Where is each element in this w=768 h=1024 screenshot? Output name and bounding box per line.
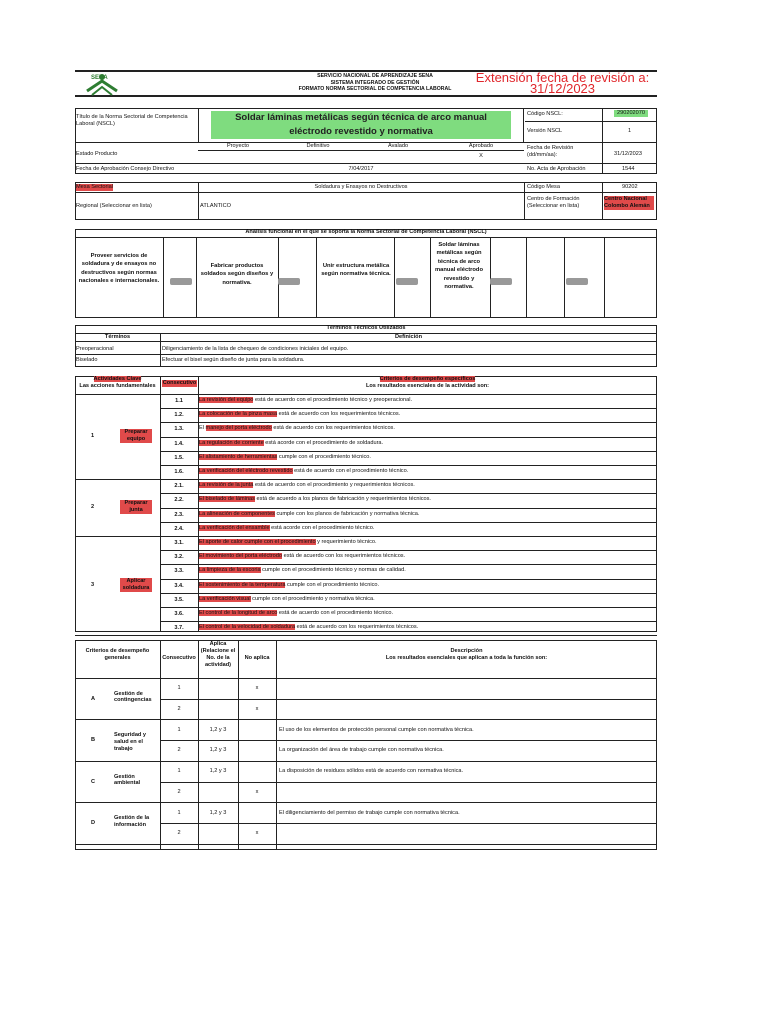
act-criterion	[199, 482, 654, 489]
regional-value: ATLANTICO	[200, 203, 231, 209]
gen-applies: 1,2 y 3	[209, 768, 227, 774]
gen-applies: 1,2 y 3	[209, 809, 227, 816]
gen-consec: 2	[177, 705, 181, 712]
crit-highlight: El control de la velocidad de soldadura	[199, 624, 296, 631]
act-value: 1544	[622, 166, 635, 172]
crit-highlight: La verificación del eléctrodo revestido	[199, 468, 293, 474]
functional-box-1: Proveer servicios de soldadura y de ensayos no destructivos según normas nacionales e internacionales.	[78, 253, 160, 285]
gen-name: Gestión de contingencias	[114, 690, 152, 704]
gen-letter: B	[91, 737, 96, 743]
act-consec: 3.4.	[174, 582, 184, 589]
state-label: Estado Producto	[76, 151, 118, 157]
crit-rest: está de acuerdo con el procedimiento técnico.	[292, 468, 409, 474]
regional-label: Regional (Seleccionar en lista)	[76, 203, 152, 209]
gen-consec: 1	[177, 685, 181, 691]
system-name: SISTEMA INTEGRADO DE GESTIÓN	[330, 79, 420, 86]
act-consec: 3.5.	[174, 596, 184, 603]
gen-name: Gestión de la información	[114, 815, 150, 828]
act-consec: 3.7.	[174, 625, 184, 632]
term-1: Preoperacional	[76, 346, 114, 352]
crit-highlight: La revisión del equipo	[199, 397, 254, 403]
arrow-icon	[170, 278, 192, 285]
state-mark: X	[479, 153, 483, 159]
crit-highlight: La limpieza de la escoria	[199, 567, 261, 574]
crit-rest: cumple con el procedimiento técnico.	[277, 453, 371, 460]
act-consec: 1.4.	[174, 440, 184, 447]
functional-box-4: Soldar láminas metálicas según técnica de arco manual eléctrodo revestido y normativa.	[435, 242, 483, 290]
version-label: Versión NSCL	[527, 128, 563, 134]
arrow-icon	[278, 278, 300, 285]
activity-name: Preparar equipo	[120, 429, 152, 443]
act-criterion	[199, 582, 654, 589]
act-consec: 1.6.	[174, 469, 184, 475]
header-block	[75, 70, 657, 97]
act-label: No. Acta de Aprobación	[527, 166, 586, 172]
gen-not-applies: x	[255, 685, 259, 691]
crit-rest: está de acuerdo con los requerimientos técnicos.	[277, 411, 401, 418]
state-avalado: Avalado	[387, 143, 409, 149]
crit-highlight: El movimiento del porta eléctrodo	[199, 553, 283, 560]
act-col-consec: Consecutivo	[162, 380, 197, 386]
act-consec: 3.2.	[174, 554, 184, 561]
gen-description: El diligenciamiento del permiso de trabajo cumple con normativa técnica.	[279, 809, 460, 816]
extension-title: Extensión fecha de revisión a:	[475, 70, 650, 85]
act-criterion	[199, 496, 654, 503]
crit-highlight: La colocación de la pinza masa	[199, 411, 278, 418]
gen-not-applies: x	[255, 830, 259, 836]
term-2: Biselado	[76, 357, 98, 363]
version-value: 1	[628, 128, 632, 134]
crit-rest: cumple con los planos de fabricación y normativa técnica.	[274, 510, 420, 517]
crit-highlight: La regulación de corriente	[199, 439, 264, 446]
act-consec: 3.3.	[174, 568, 184, 575]
act-col-criteria-sub: Los resultados esenciales de la actividad son:	[365, 382, 490, 389]
crit-rest: está acorde con el procedimiento de soldadura.	[263, 439, 384, 446]
act-criterion	[199, 525, 654, 532]
gen-consec: 2	[177, 747, 181, 753]
format-name: FORMATO NORMA SECTORIAL DE COMPETENCIA LABORAL	[298, 86, 452, 92]
mesa-label: Mesa Sectorial	[76, 184, 113, 190]
general-table	[75, 640, 657, 850]
crit-rest: está de acuerdo con los requerimientos técnicos.	[282, 553, 406, 560]
functional-title: Análisis funcional en el que se soporta la Norma Sectorial de Competencia Laboral (NSCL)	[245, 229, 487, 235]
gen-description: La disposición de residuos sólidos está de acuerdo con normativa técnica.	[279, 768, 464, 774]
gen-not-applies: x	[255, 788, 259, 795]
act-consec: 2.2.	[174, 497, 184, 504]
gen-col-applies: Aplica (Relacione el No. de la actividad)	[200, 641, 236, 668]
crit-highlight: El alistamiento de herramientas	[199, 453, 278, 460]
code-value: 290202070	[614, 110, 648, 117]
crit-highlight: El sostenimiento de la temperatura	[199, 581, 286, 588]
gen-description: La organización del área de trabajo cumple con normativa técnica.	[279, 747, 444, 753]
crit-highlight: La revisión de la junta	[199, 482, 254, 489]
gen-name: Gestión ambiental	[114, 773, 141, 787]
crit-rest: está acorde con el procedimiento técnico.	[269, 524, 375, 531]
norm-title: Soldar láminas metálicas según técnica de arco manual eléctrodo revestido y normativa	[211, 111, 511, 139]
crit-highlight: La alineación de componentes	[199, 510, 275, 517]
def-1: Diligenciamiento de la lista de chequeo de condiciones iniciales del equipo.	[162, 346, 349, 352]
arrow-icon	[490, 278, 512, 285]
act-consec: 3.1.	[174, 540, 184, 546]
act-col-criteria: Criterios de desempeño específicos	[379, 376, 476, 382]
crit-rest: está de acuerdo con los requerimientos técnicos.	[271, 425, 395, 432]
gen-letter: D	[91, 820, 96, 826]
state-aprobado: Aprobado	[468, 143, 494, 149]
mesa-code-value: 90202	[622, 184, 638, 190]
crit-rest: está de acuerdo con el procedimiento técnico.	[277, 610, 394, 616]
arrow-icon	[566, 278, 588, 285]
act-criterion	[199, 511, 654, 518]
mesa-value: Soldadura y Ensayos no Destructivos	[314, 184, 408, 190]
crit-rest: está de acuerdo a los planos de fabricación y requerimientos técnicos.	[254, 496, 431, 503]
crit-highlight: El aporte de calor cumple con el procedimiento	[199, 539, 316, 545]
center-value: Centro Nacional Colombo Alemán	[604, 196, 654, 210]
sena-logo	[77, 73, 127, 97]
crit-highlight: La verificación del ensamble	[199, 524, 270, 531]
crit-highlight: manejo del porta eléctrodo	[205, 425, 272, 432]
act-criterion	[199, 440, 654, 447]
act-criterion	[199, 397, 654, 404]
org-name: SERVICIO NACIONAL DE APRENDIZAJE SENA	[317, 73, 433, 79]
terms-col-def: Definición	[394, 334, 423, 340]
act-consec: 1.1	[175, 398, 183, 404]
activity-number: 1	[91, 432, 95, 439]
crit-rest: cumple con el procedimiento técnico y normas de calidad.	[260, 567, 406, 574]
gen-consec: 1	[177, 809, 181, 816]
title-label: Título de la Norma Sectorial de Competencia Laboral (NSCL)	[76, 114, 188, 127]
act-criterion	[199, 411, 654, 418]
gen-col-desc-sub: Los resultados esenciales que aplican a toda la función son:	[385, 654, 548, 661]
approval-label: Fecha de Aprobación Consejo Directivo	[76, 166, 175, 172]
approval-date: 7/04/2017	[348, 166, 374, 172]
gen-col-na: No aplica	[244, 655, 270, 661]
act-consec: 1.5.	[174, 454, 184, 461]
crit-rest: está de acuerdo con el procedimiento y requerimientos técnicos.	[253, 482, 415, 489]
crit-rest: cumple con el procedimiento y normativa técnica.	[250, 595, 375, 602]
crit-rest: y requerimiento técnico.	[315, 539, 377, 545]
footer-line	[160, 849, 198, 850]
logo-text: SENA	[91, 75, 108, 81]
gen-description: El uso de los elementos de protección personal cumple con normativa técnica.	[279, 726, 474, 733]
activity-name: Aplicar soldadura	[120, 578, 152, 592]
gen-not-applies: x	[255, 705, 259, 712]
gen-col-desc: Descripción	[450, 648, 483, 654]
revision-date: 31/12/2023	[614, 151, 642, 157]
act-consec: 2.3.	[174, 511, 184, 518]
crit-highlight: El control de la longitud de arco	[199, 610, 278, 616]
gen-name: Seguridad y salud en el trabajo	[114, 732, 147, 752]
crit-pre: El	[199, 425, 206, 432]
gen-consec: 2	[177, 830, 181, 836]
gen-letter: C	[91, 778, 96, 785]
activity-number: 3	[91, 581, 95, 588]
act-consec: 2.4.	[174, 525, 184, 532]
act-consec: 1.2.	[174, 412, 184, 419]
revision-label: Fecha de Revisión (dd/mm/aa):	[527, 145, 574, 158]
gen-consec: 2	[177, 788, 181, 795]
act-consec: 2.1.	[174, 483, 184, 490]
gen-applies: 1,2 y 3	[209, 747, 227, 753]
crit-rest: está de acuerdo con el procedimiento técnico y preoperacional.	[253, 397, 413, 403]
act-criterion	[199, 553, 654, 560]
act-criterion	[199, 567, 654, 574]
activity-name: Preparar junta	[120, 500, 152, 514]
act-criterion	[199, 610, 654, 617]
gen-col-consec: Consecutivo	[162, 655, 196, 661]
gen-letter: A	[91, 695, 96, 702]
terms-title: Términos Técnicos Utilizados	[326, 325, 406, 331]
act-consec: 3.6.	[174, 611, 184, 617]
functional-box-2: Fabricar productos soldados según diseños y normativa.	[200, 263, 274, 286]
center-label: Centro de Formación (Seleccionar en lista)	[527, 196, 580, 209]
functional-box-3: Unir estructura metálica según normativa técnica.	[321, 263, 391, 278]
act-col-key-sub: Las acciones fundamentales	[79, 382, 156, 389]
act-criterion	[199, 454, 654, 461]
act-col-key: Actividades Clave	[93, 376, 142, 382]
extension-date: 31/12/2023	[529, 81, 596, 96]
code-label: Código NSCL:	[527, 111, 563, 117]
mesa-code-label: Código Mesa	[527, 184, 560, 190]
act-criterion	[199, 624, 654, 631]
crit-highlight: El biselado de láminas	[199, 496, 255, 503]
crit-rest: cumple con el procedimiento técnico.	[285, 581, 380, 588]
crit-rest: está de acuerdo con los requerimientos técnicos.	[295, 624, 419, 631]
state-definitivo: Definitivo	[306, 143, 330, 149]
act-consec: 1.3.	[174, 426, 184, 433]
gen-consec: 1	[177, 726, 181, 733]
state-proyecto: Proyecto	[226, 143, 250, 149]
act-criterion	[199, 539, 654, 546]
activity-number: 2	[91, 503, 95, 510]
gen-applies: 1,2 y 3	[209, 726, 227, 733]
def-2: Efectuar el bisel según diseño de junta para la soldadura.	[162, 357, 305, 363]
gen-consec: 1	[177, 768, 181, 774]
terms-col-terms: Términos	[104, 334, 131, 340]
arrow-icon	[396, 278, 418, 285]
crit-highlight: La verificación visual	[199, 595, 251, 602]
act-criterion	[199, 468, 654, 475]
act-criterion	[199, 596, 654, 603]
gen-col-criteria: Criterios de desempeño generales	[85, 648, 150, 661]
act-criterion	[199, 425, 654, 432]
